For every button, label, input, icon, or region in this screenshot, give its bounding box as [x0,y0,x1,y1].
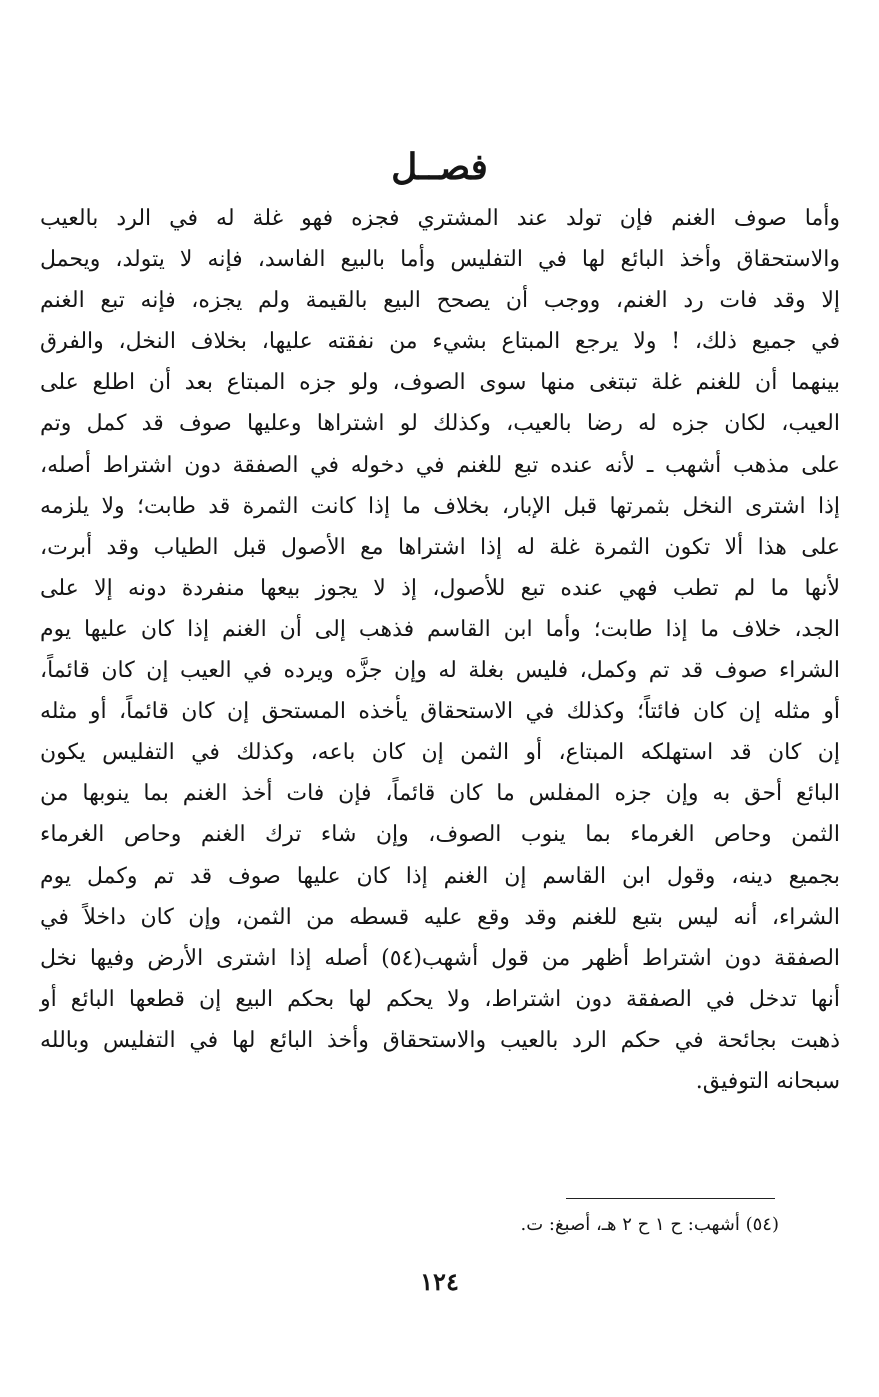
text-line: بجميع دينه، وقول ابن القاسم إن الغنم إذا كان عليها صوف قد تم وكمل يوم [40,863,840,889]
text-line: أنها تدخل في الصفقة دون اشتراط، ولا يحكم لها بحكم البيع إن قطعها البائع أو [40,986,840,1012]
text-line: الثمن وحاص الغرماء بما ينوب الصوف، وإن شاء ترك الغنم وحاص الغرماء [40,822,840,848]
text-line: البائع أحق به وإن جزه المفلس ما كان قائماً، فإن فات أخذ الغنم بما ينوبها من [40,781,840,807]
text-line: الشراء صوف قد تم وكمل، فليس بغلة له وإن جزَّه ويرده في العيب إن كان قائماً، [40,658,840,684]
text-line: الصفقة دون اشتراط أظهر من قول أشهب(٥٤) أصله إذا اشترى الأرض وفيها نخل [40,945,841,971]
text-line: إن كان قد استهلكه المبتاع، أو الثمن إن كان باعه، وكذلك في التفليس يكون [40,740,840,766]
text-line: في جميع ذلك، ! ولا يرجع المبتاع بشيء من نفقته عليها، بخلاف النخل، والفرق [40,329,840,355]
text-line: إذا اشترى النخل بثمرتها قبل الإبار، بخلاف ما إذا كانت الثمرة قد طابت؛ ولا يلزمه [40,493,840,519]
text-line: إلا وقد فات رد الغنم، ووجب أن يصحح البيع بالقيمة ولم يجزه، فإنه تبع الغنم [40,288,840,314]
page-number: ١٢٤ [420,1267,459,1296]
text-line: الجد، خلاف ما إذا طابت؛ وأما ابن القاسم فذهب إلى أن الغنم إذا كان عليها يوم [40,616,841,642]
text-line: وأما صوف الغنم فإن تولد عند المشتري فجزه فهو غلة له في الرد بالعيب [40,206,840,231]
text-line: لأنها ما لم تطب فهي عنده تبع للأصول، إذ لا يجوز بيعها منفردة دونه إلا على [40,575,840,601]
text-line: العيب، لكان جزه له رضا بالعيب، وكذلك لو اشتراها وعليها صوف قد كمل وتم [40,411,840,437]
footnote-divider [566,1198,775,1199]
footnote: (٥٤) أشهب: ح ١ ح ٢ هـ، أصبغ: ت. [520,1214,779,1235]
text-line: الشراء، أنه ليس بتبع للغنم وقد وقع عليه قسطه من الثمن، وإن كان داخلاً في [40,904,840,930]
text-line: على مذهب أشهب ـ لأنه عنده تبع للغنم في دخوله في الصفقة دون اشتراط أصله، [40,452,840,478]
text-line: بينهما أن للغنم غلة تبتغى منها سوى الصوف، ولو جزه المبتاع بعد أن اطلع على [40,370,840,396]
text-line: سبحانه التوفيق. [695,1068,840,1094]
body-text [40,198,840,1102]
text-line: والاستحقاق وأخذ البائع لها في التفليس وأما بالبيع الفاسد، فإنه لا يتولد، ويحمل [40,247,840,273]
section-heading: فصــل [391,146,488,188]
text-line: ذهبت بجائحة في حكم الرد بالعيب والاستحقاق وأخذ البائع لها في التفليس وبالله [40,1027,840,1053]
text-line: على هذا ألا تكون الثمرة غلة له إذا اشتراها مع الأصول قبل الطياب وقد أبرت، [40,534,840,560]
text-line: أو مثله إن كان فائتاً؛ وكذلك في الاستحقاق يأخذه المستحق إن كان قائماً، أو مثله [40,699,840,725]
